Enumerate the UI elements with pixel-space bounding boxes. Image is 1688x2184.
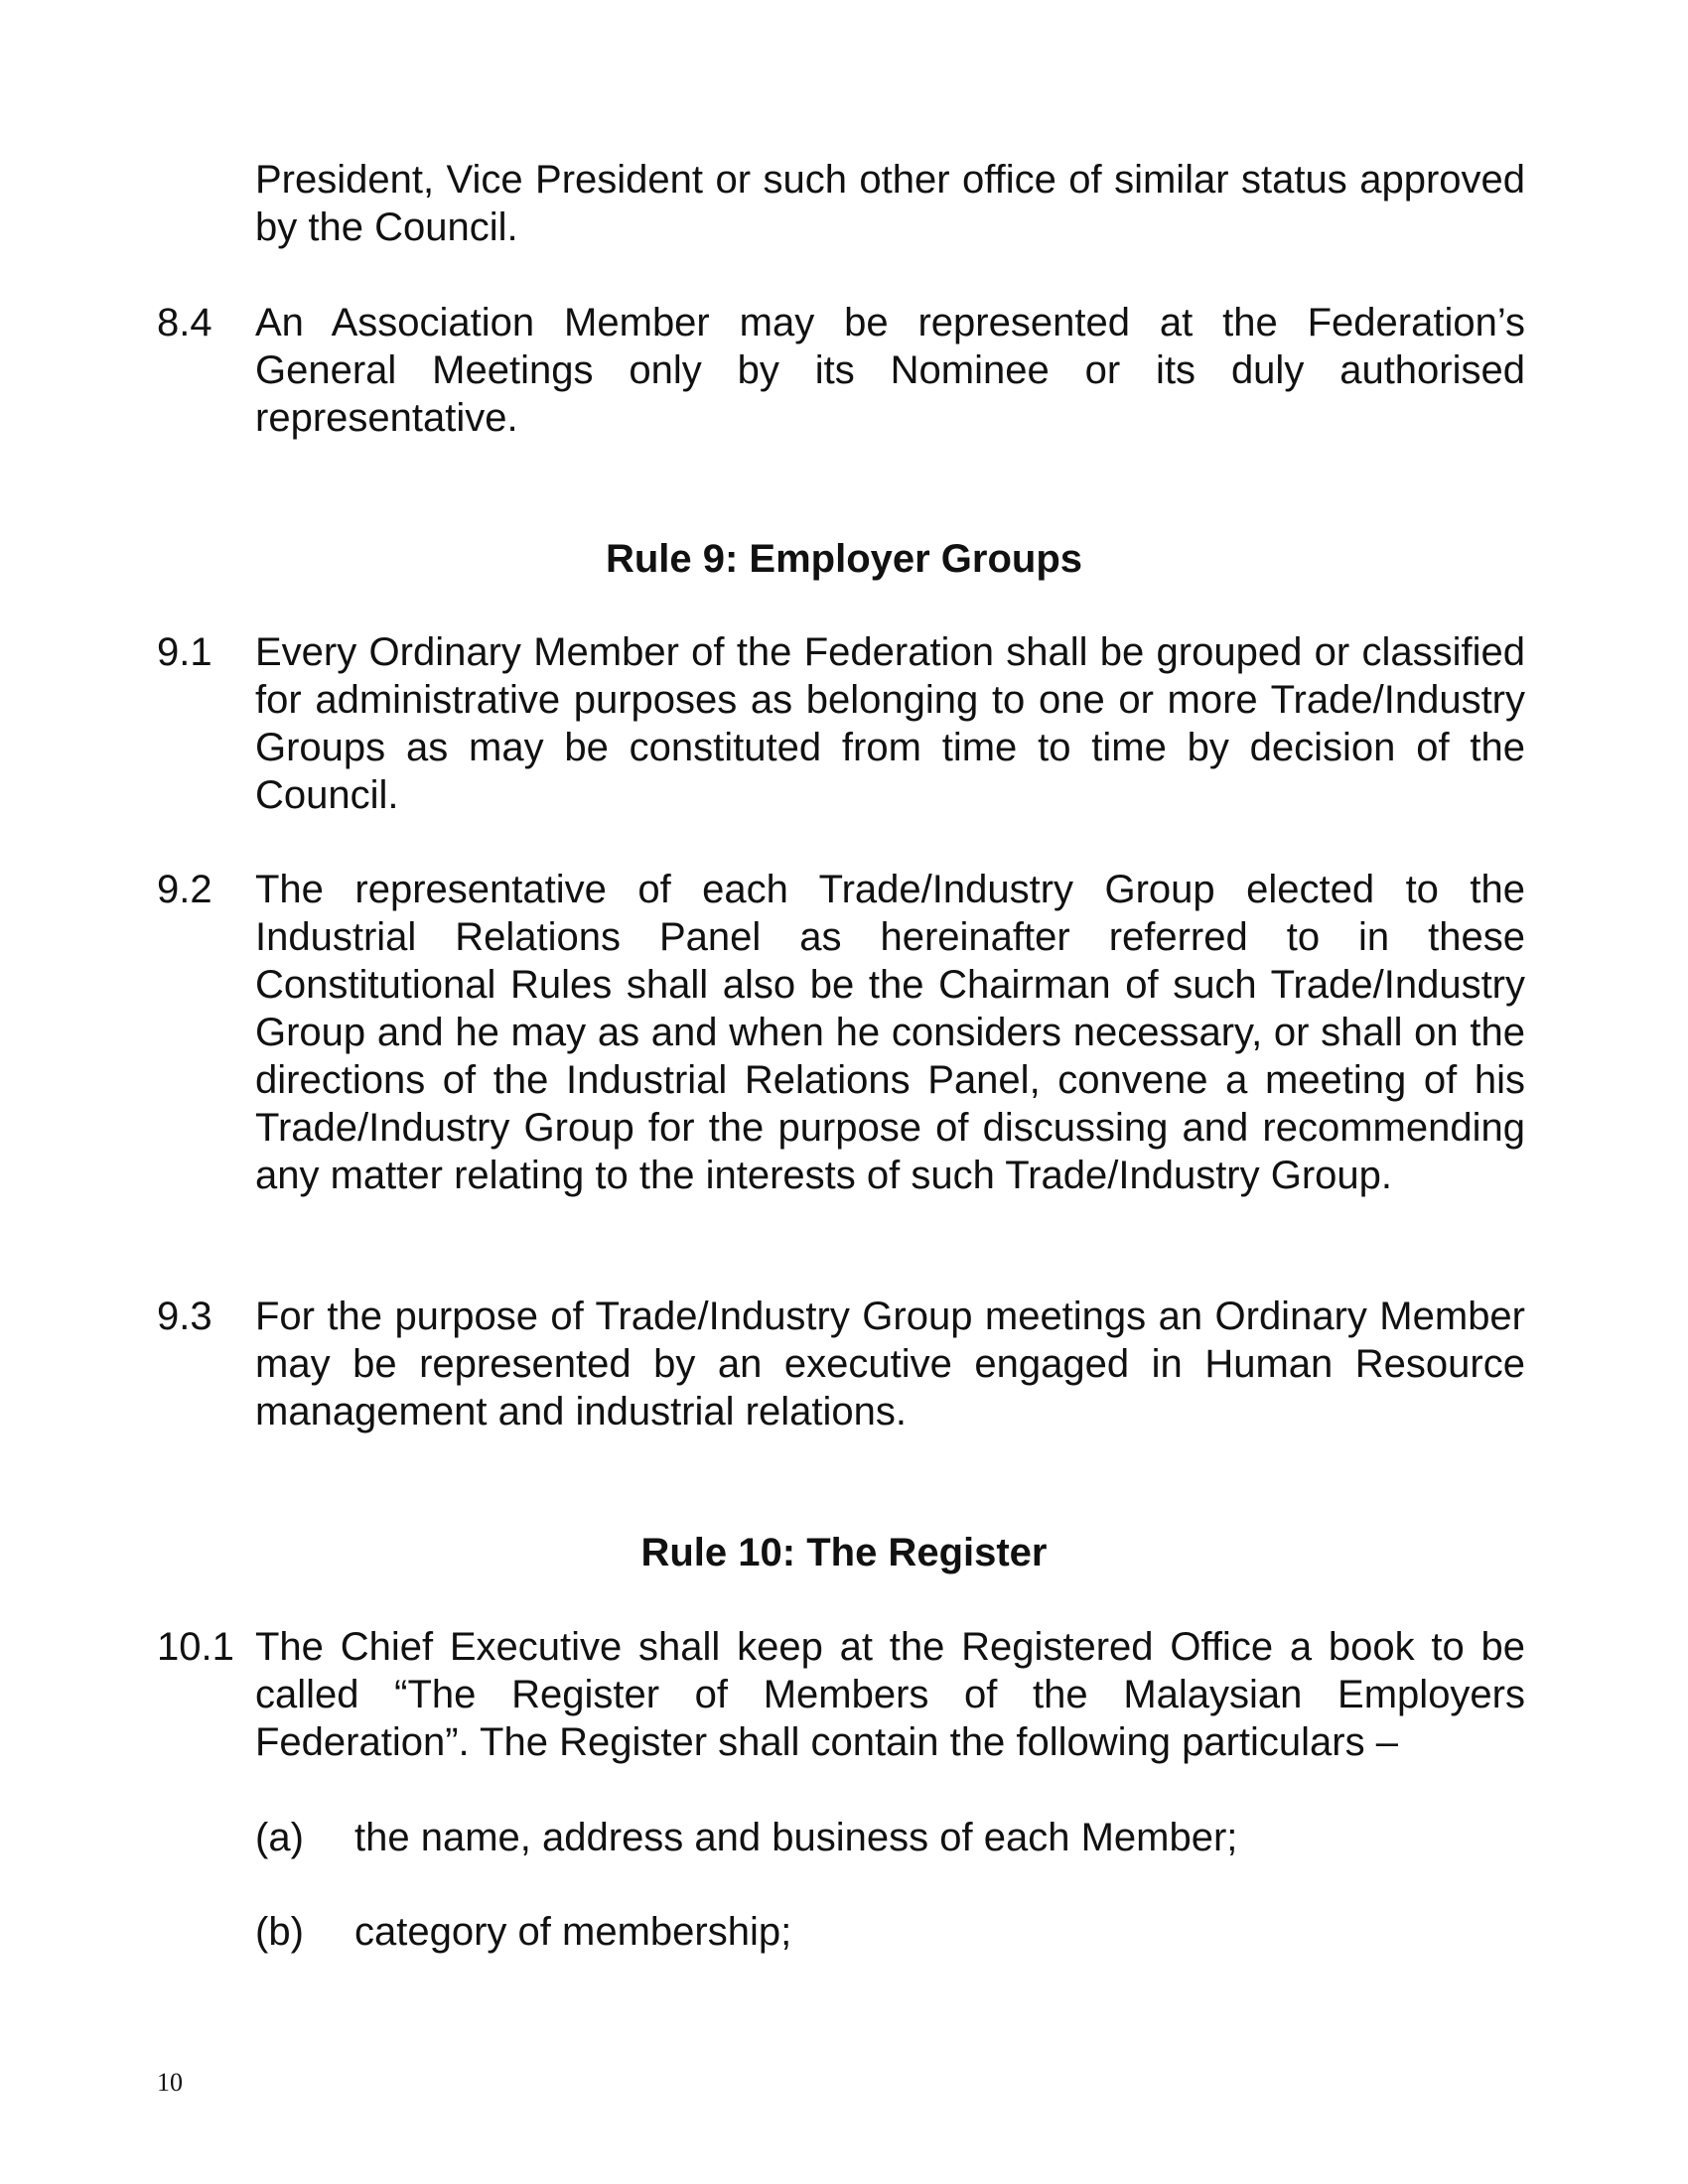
clause-10-1-number: 10.1 [157,1625,234,1669]
clause-8-4 [157,299,1525,442]
clause-continuation [157,156,1525,251]
page-number: 10 [157,2068,183,2097]
clause-9-3-text: For the purpose of Trade/Industry Group meetings an Ordinary Member may be represented by an executive engaged in Human Resource management and industrial relations. [255,1295,1525,1433]
list-item-text: category of membership; [354,1910,792,1954]
clause-9-3-number: 9.3 [157,1295,212,1338]
list-item-label: (b) [255,1910,304,1954]
clause-continuation-text: President, Vice President or such other office of similar status approved by the Council. [255,158,1525,249]
clause-9-1-text: Every Ordinary Member of the Federation shall be grouped or classified for administrative purposes as belonging to one or more Trade/Industry Groups as may be constituted from time to time by decision of the Council. [255,630,1525,817]
clause-9-2-number: 9.2 [157,868,212,911]
clause-9-1-number: 9.1 [157,630,212,674]
list-item [255,1908,1525,1956]
clause-8-4-text: An Association Member may be represented at the Federation’s General Meetings only by its Nominee or its duly authorised representative. [255,301,1525,440]
rule-9-heading: Rule 9: Employer Groups [605,537,1083,581]
list-item-text: the name, address and business of each Member; [354,1816,1238,1859]
list-item-label: (a) [255,1816,304,1859]
clause-9-3 [157,1293,1525,1435]
list-item [255,1814,1525,1861]
clause-9-2 [157,866,1525,1199]
clause-9-1 [157,628,1525,819]
clause-10-1-text: The Chief Executive shall keep at the Registered Office a book to be called “The Register of Members of the Malaysian Employers Federation”. The Register shall contain the following particulars – [255,1625,1525,1764]
clause-10-1 [157,1623,1525,1766]
rule-10-heading: Rule 10: The Register [640,1531,1048,1574]
clause-8-4-number: 8.4 [157,301,212,344]
clause-9-2-text: The representative of each Trade/Industry Group elected to the Industrial Relations Panel as hereinafter referred to in these Constitutional Rules shall also be the Chairman of such Trade/Industry Group and he may as and when he considers necessary, or shall on the directions of the Industrial Relations Panel, convene a meeting of his Trade/Industry Group for the purpose of discussing and recommending any matter relating to the interests of such Trade/Industry Group. [255,868,1525,1197]
